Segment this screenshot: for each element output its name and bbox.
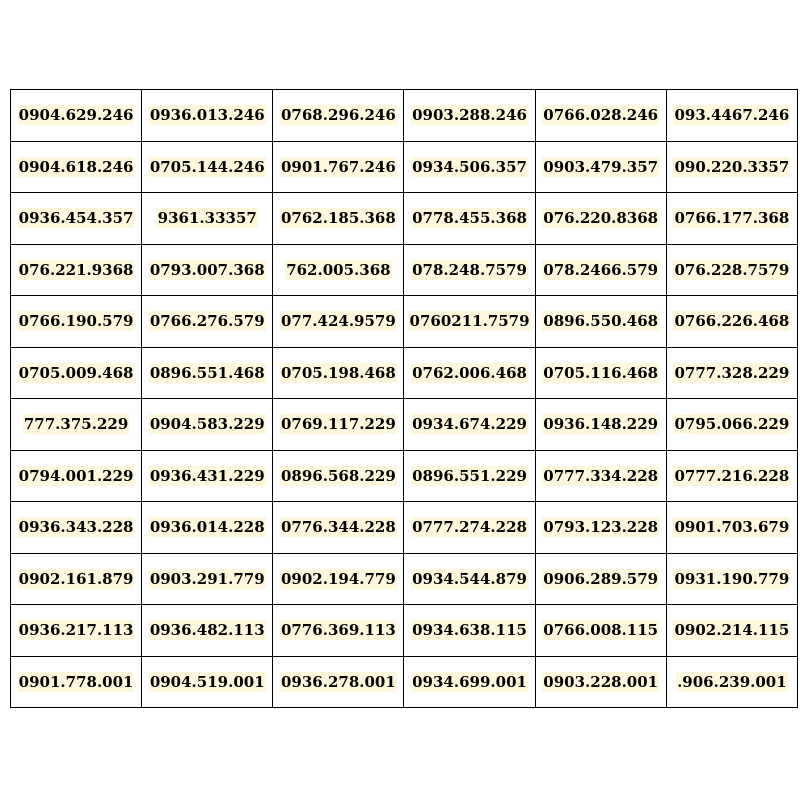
phone-number-text: 076.221.9368 <box>18 260 134 279</box>
phone-number-cell <box>404 244 535 296</box>
phone-number-text: 9361.33357 <box>157 209 257 228</box>
phone-number-text: 0902.214.115 <box>674 621 790 640</box>
phone-number-cell <box>142 296 273 348</box>
phone-number-text: 090.220.3357 <box>674 157 790 176</box>
phone-number-cell <box>273 244 404 296</box>
phone-number-text: 0776.344.228 <box>280 518 396 537</box>
phone-number-text: 0934.674.229 <box>412 415 527 434</box>
phone-number-table <box>10 89 798 708</box>
phone-number-text: 0936.278.001 <box>280 672 396 691</box>
table-row <box>11 141 798 193</box>
table-row <box>11 656 798 708</box>
phone-number-cell <box>273 502 404 554</box>
phone-number-cell <box>666 553 797 605</box>
phone-number-text: 0705.144.246 <box>149 157 265 176</box>
phone-number-text: 0903.479.357 <box>543 157 659 176</box>
phone-number-cell <box>273 605 404 657</box>
phone-number-cell <box>404 450 535 502</box>
phone-number-cell <box>535 399 666 451</box>
phone-number-cell <box>404 141 535 193</box>
phone-number-cell <box>535 244 666 296</box>
phone-number-cell <box>535 90 666 142</box>
phone-number-cell <box>273 656 404 708</box>
phone-number-text: 0901.703.679 <box>674 518 790 537</box>
phone-number-text: 0896.568.229 <box>280 466 396 485</box>
phone-number-text: 076.220.8368 <box>543 209 659 228</box>
phone-number-text: 077.424.9579 <box>280 312 396 331</box>
phone-number-text: 0777.328.229 <box>674 363 790 382</box>
phone-number-cell <box>666 90 797 142</box>
phone-number-cell <box>142 399 273 451</box>
phone-number-cell <box>142 656 273 708</box>
phone-number-cell <box>273 193 404 245</box>
phone-number-cell <box>666 244 797 296</box>
phone-number-cell <box>142 193 273 245</box>
phone-number-cell <box>666 450 797 502</box>
phone-number-text: 0760211.7579 <box>409 312 530 331</box>
phone-number-text: 0896.551.468 <box>149 363 265 382</box>
phone-number-cell <box>404 502 535 554</box>
phone-number-cell <box>273 141 404 193</box>
phone-number-text: 0705.198.468 <box>280 363 396 382</box>
table-row <box>11 605 798 657</box>
phone-number-text: 0936.454.357 <box>18 209 134 228</box>
phone-number-cell <box>535 296 666 348</box>
phone-number-cell <box>142 90 273 142</box>
phone-number-cell <box>273 450 404 502</box>
phone-number-text: .906.239.001 <box>677 672 787 691</box>
phone-number-cell <box>666 141 797 193</box>
phone-number-text: 078.2466.579 <box>543 260 659 279</box>
phone-number-cell <box>11 90 142 142</box>
phone-number-cell <box>11 553 142 605</box>
phone-number-text: 0776.369.113 <box>280 621 396 640</box>
table-row <box>11 347 798 399</box>
phone-number-text: 0936.343.228 <box>18 518 134 537</box>
phone-number-text: 0705.116.468 <box>543 363 659 382</box>
phone-number-text: 0777.216.228 <box>674 466 790 485</box>
phone-number-text: 0936.431.229 <box>149 466 265 485</box>
phone-number-text: 0762.185.368 <box>280 209 396 228</box>
phone-number-text: 0934.506.357 <box>412 157 527 176</box>
phone-number-text: 0769.117.229 <box>280 415 396 434</box>
phone-number-text: 0934.638.115 <box>412 621 527 640</box>
phone-number-cell <box>404 605 535 657</box>
table-row <box>11 296 798 348</box>
phone-number-cell <box>142 605 273 657</box>
phone-number-text: 0936.217.113 <box>18 621 134 640</box>
phone-number-cell <box>142 244 273 296</box>
phone-number-cell <box>404 399 535 451</box>
phone-number-cell <box>142 347 273 399</box>
phone-number-cell <box>404 656 535 708</box>
phone-number-text: 0793.123.228 <box>543 518 659 537</box>
phone-number-cell <box>142 450 273 502</box>
phone-number-cell <box>535 553 666 605</box>
phone-number-text: 0902.161.879 <box>18 569 134 588</box>
phone-number-cell <box>404 347 535 399</box>
phone-number-text: 0768.296.246 <box>280 106 396 125</box>
phone-number-cell <box>535 605 666 657</box>
table-row <box>11 502 798 554</box>
phone-number-text: 0794.001.229 <box>18 466 134 485</box>
phone-number-cell <box>273 296 404 348</box>
phone-number-cell <box>666 296 797 348</box>
phone-number-cell <box>142 141 273 193</box>
phone-number-cell <box>535 347 666 399</box>
phone-number-text: 0903.291.779 <box>149 569 265 588</box>
phone-number-text: 0903.288.246 <box>412 106 527 125</box>
phone-number-text: 0766.190.579 <box>18 312 134 331</box>
phone-number-cell <box>666 656 797 708</box>
phone-number-text: 0901.778.001 <box>18 672 134 691</box>
phone-number-cell <box>666 502 797 554</box>
phone-number-cell <box>11 347 142 399</box>
phone-number-text: 0778.455.368 <box>412 209 527 228</box>
phone-number-text: 0936.014.228 <box>149 518 265 537</box>
phone-number-text: 0936.148.229 <box>543 415 659 434</box>
phone-number-cell <box>404 553 535 605</box>
phone-number-text: 0934.699.001 <box>412 672 527 691</box>
phone-number-text: 0795.066.229 <box>674 415 790 434</box>
phone-number-cell <box>666 347 797 399</box>
phone-number-cell <box>273 90 404 142</box>
phone-number-text: 0903.228.001 <box>543 672 659 691</box>
table-row <box>11 193 798 245</box>
table-row <box>11 553 798 605</box>
phone-number-cell <box>535 502 666 554</box>
phone-number-cell <box>11 244 142 296</box>
phone-number-cell <box>11 193 142 245</box>
phone-number-text: 0901.767.246 <box>280 157 396 176</box>
phone-number-text: 076.228.7579 <box>674 260 790 279</box>
phone-number-text: 0896.550.468 <box>543 312 659 331</box>
phone-number-cell <box>273 553 404 605</box>
table-row <box>11 450 798 502</box>
phone-number-cell <box>142 502 273 554</box>
phone-number-text: 0777.274.228 <box>412 518 527 537</box>
phone-number-text: 0936.482.113 <box>149 621 265 640</box>
phone-number-cell <box>666 193 797 245</box>
phone-number-cell <box>142 553 273 605</box>
phone-number-cell <box>273 347 404 399</box>
phone-number-text: 0793.007.368 <box>149 260 265 279</box>
phone-number-cell <box>535 193 666 245</box>
phone-number-text: 777.375.229 <box>23 415 129 434</box>
phone-number-text: 0777.334.228 <box>543 466 659 485</box>
phone-number-text: 0705.009.468 <box>18 363 134 382</box>
table-row <box>11 399 798 451</box>
phone-number-cell <box>273 399 404 451</box>
phone-number-cell <box>11 296 142 348</box>
phone-number-text: 0766.008.115 <box>543 621 659 640</box>
phone-number-text: 0906.289.579 <box>543 569 659 588</box>
phone-number-text: 0931.190.779 <box>674 569 790 588</box>
phone-number-cell <box>11 399 142 451</box>
phone-number-cell <box>11 502 142 554</box>
phone-number-text: 0904.629.246 <box>18 106 134 125</box>
phone-number-cell <box>666 605 797 657</box>
phone-number-text: 0904.519.001 <box>149 672 265 691</box>
phone-number-text: 0934.544.879 <box>412 569 527 588</box>
phone-number-cell <box>535 141 666 193</box>
phone-number-text: 762.005.368 <box>286 260 391 279</box>
phone-number-text: 078.248.7579 <box>412 260 527 279</box>
phone-number-cell <box>535 450 666 502</box>
phone-number-cell <box>11 450 142 502</box>
phone-number-text: 0766.028.246 <box>543 106 659 125</box>
phone-number-text: 0936.013.246 <box>149 106 265 125</box>
phone-number-text: 0766.177.368 <box>674 209 790 228</box>
phone-number-text: 0766.226.468 <box>674 312 790 331</box>
phone-number-cell <box>404 193 535 245</box>
phone-number-cell <box>535 656 666 708</box>
phone-number-cell <box>404 296 535 348</box>
table-row <box>11 244 798 296</box>
phone-number-text: 0902.194.779 <box>280 569 396 588</box>
phone-number-text: 0762.006.468 <box>412 363 527 382</box>
phone-number-table-body <box>11 90 798 708</box>
phone-number-text: 0904.583.229 <box>149 415 265 434</box>
phone-number-cell <box>11 605 142 657</box>
phone-number-text: 093.4467.246 <box>674 106 790 125</box>
phone-number-cell <box>11 141 142 193</box>
phone-number-text: 0904.618.246 <box>18 157 134 176</box>
phone-number-text: 0766.276.579 <box>149 312 265 331</box>
phone-number-cell <box>666 399 797 451</box>
phone-number-text: 0896.551.229 <box>412 466 527 485</box>
phone-number-cell <box>404 90 535 142</box>
phone-number-cell <box>11 656 142 708</box>
table-row <box>11 90 798 142</box>
